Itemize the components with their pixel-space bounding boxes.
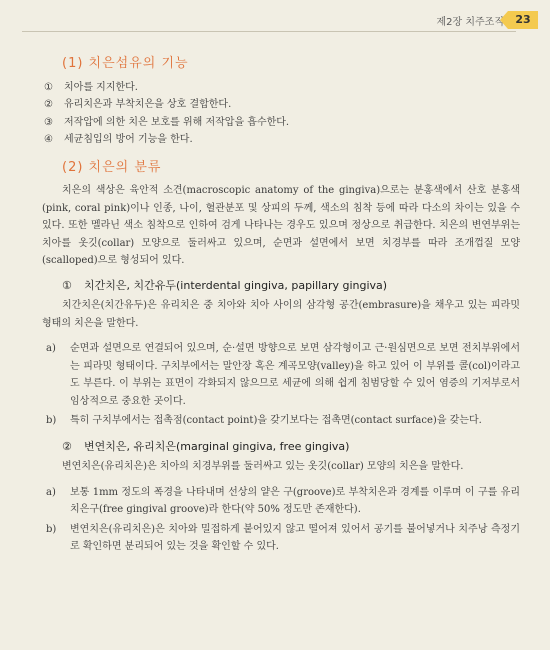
list-item <box>42 340 520 410</box>
list-item-number: ① <box>44 81 53 93</box>
section-title-gingival-fiber-function: (1) 치은섬유의 기능 <box>62 56 189 71</box>
list-item-text: 저작압에 의한 치은 보호를 위해 저작압을 흡수한다. <box>64 116 290 128</box>
subsection-number: ① <box>62 278 72 292</box>
subsection-title: 변연치은, 유리치은(marginal gingiva, free gingiva) <box>84 439 350 453</box>
list-item <box>44 131 520 149</box>
list-item-text: 유리치은과 부착치은을 상호 결합한다. <box>64 99 232 110</box>
list-item <box>44 114 520 132</box>
list-item-text: 치아를 지지한다. <box>64 81 138 93</box>
list-item <box>42 484 520 519</box>
subsection-heading-marginal <box>62 438 520 456</box>
item-text: 보통 1mm 정도의 폭경을 나타내며 선상의 얕은 구(groove)로 부착치은과 경계를 이루며 이 구를 유리치은구(free gingival groove)라 한다(약 50% 정도만 존재한다). <box>70 486 520 515</box>
list-item-number: ② <box>44 99 53 110</box>
chapter-title: 제2장 치주조직 <box>436 17 504 28</box>
list-item-text: 세균침입의 방어 기능을 한다. <box>64 134 193 145</box>
subsection-number: ② <box>62 439 72 453</box>
item-text: 특히 구치부에서는 접촉점(contact point)을 갖기보다는 접촉면(contact surface)을 갖는다. <box>70 415 482 426</box>
list-item-number: ④ <box>44 134 53 145</box>
item-label: b) <box>46 415 57 426</box>
list-item <box>42 412 520 430</box>
item-label: a) <box>46 343 56 354</box>
function-list <box>44 79 520 149</box>
item-label: a) <box>46 486 56 498</box>
list-item <box>42 521 520 556</box>
page-header <box>0 11 550 31</box>
marginal-paragraph: 변연치은(유리치은)은 치아의 치경부위를 둘러싸고 있는 옷깃(collar) 모양의 치은을 말한다. <box>62 461 464 472</box>
item-text: 변연치은(유리치은)은 치아와 밀접하게 붙어있지 않고 떨어져 있어서 공기를 불어넣거나 치주낭 측정기로 확인하면 분리되어 있는 것을 확인할 수 있다. <box>70 523 520 552</box>
page-content <box>42 55 520 558</box>
page-number: 23 <box>508 11 538 29</box>
section-title-gingiva-classification: (2) 치은의 분류 <box>62 159 162 175</box>
item-label: b) <box>46 523 57 535</box>
list-item <box>44 79 520 97</box>
interdental-paragraph: 치간치은(치간유두)은 유리치은 중 치아와 치아 사이의 삼각형 공간(embrasure)을 채우고 있는 피라밋 형태의 치은을 말한다. <box>42 300 520 329</box>
item-text: 순면과 설면으로 연결되어 있으며, 순·설면 방향으로 보면 삼각형이고 근·원심면으로 보면 전치부위에서는 피라밋 형태이다. 구치부에서는 말안장 혹은 계곡모양(valley)을 하고 있어 이 부위를 콜(col)이라고도 부른다. 이 부위는 표면이 각화되지 않으므로 세균에 의해 쉽게 침범당할 수 있어 염증의 기저부로서 임상적으로 중요한 곳이다. <box>70 343 520 407</box>
list-item-number: ③ <box>44 116 53 128</box>
subsection-title: 치간치은, 치간유두(interdental gingiva, papillary gingiva) <box>84 278 388 292</box>
subsection-heading-interdental <box>62 277 520 295</box>
list-item <box>44 96 520 114</box>
gingiva-color-paragraph: 치은의 색상은 육안적 소견(macroscopic anatomy of the gingiva)으로는 분홍색에서 산호 분홍색(pink, coral pink)이나 인종, 나이, 혈관분포 및 상피의 두께, 색소의 침착 등에 따라 다소의 차이는 있을 수 있다. 또한 멜라닌 색소 침착으로 인하여 검게 나타나는 경우도 있으며 정상으로 취급한다. 치은의 변연부위는 치아를 옷깃(collar) 모양으로 둘러싸고 있으며, 순면과 설면에서 보면 치경부를 따라 조개껍질 모양(scalloped)으로 형성되어 있다. <box>42 185 520 266</box>
header-divider <box>22 31 516 32</box>
